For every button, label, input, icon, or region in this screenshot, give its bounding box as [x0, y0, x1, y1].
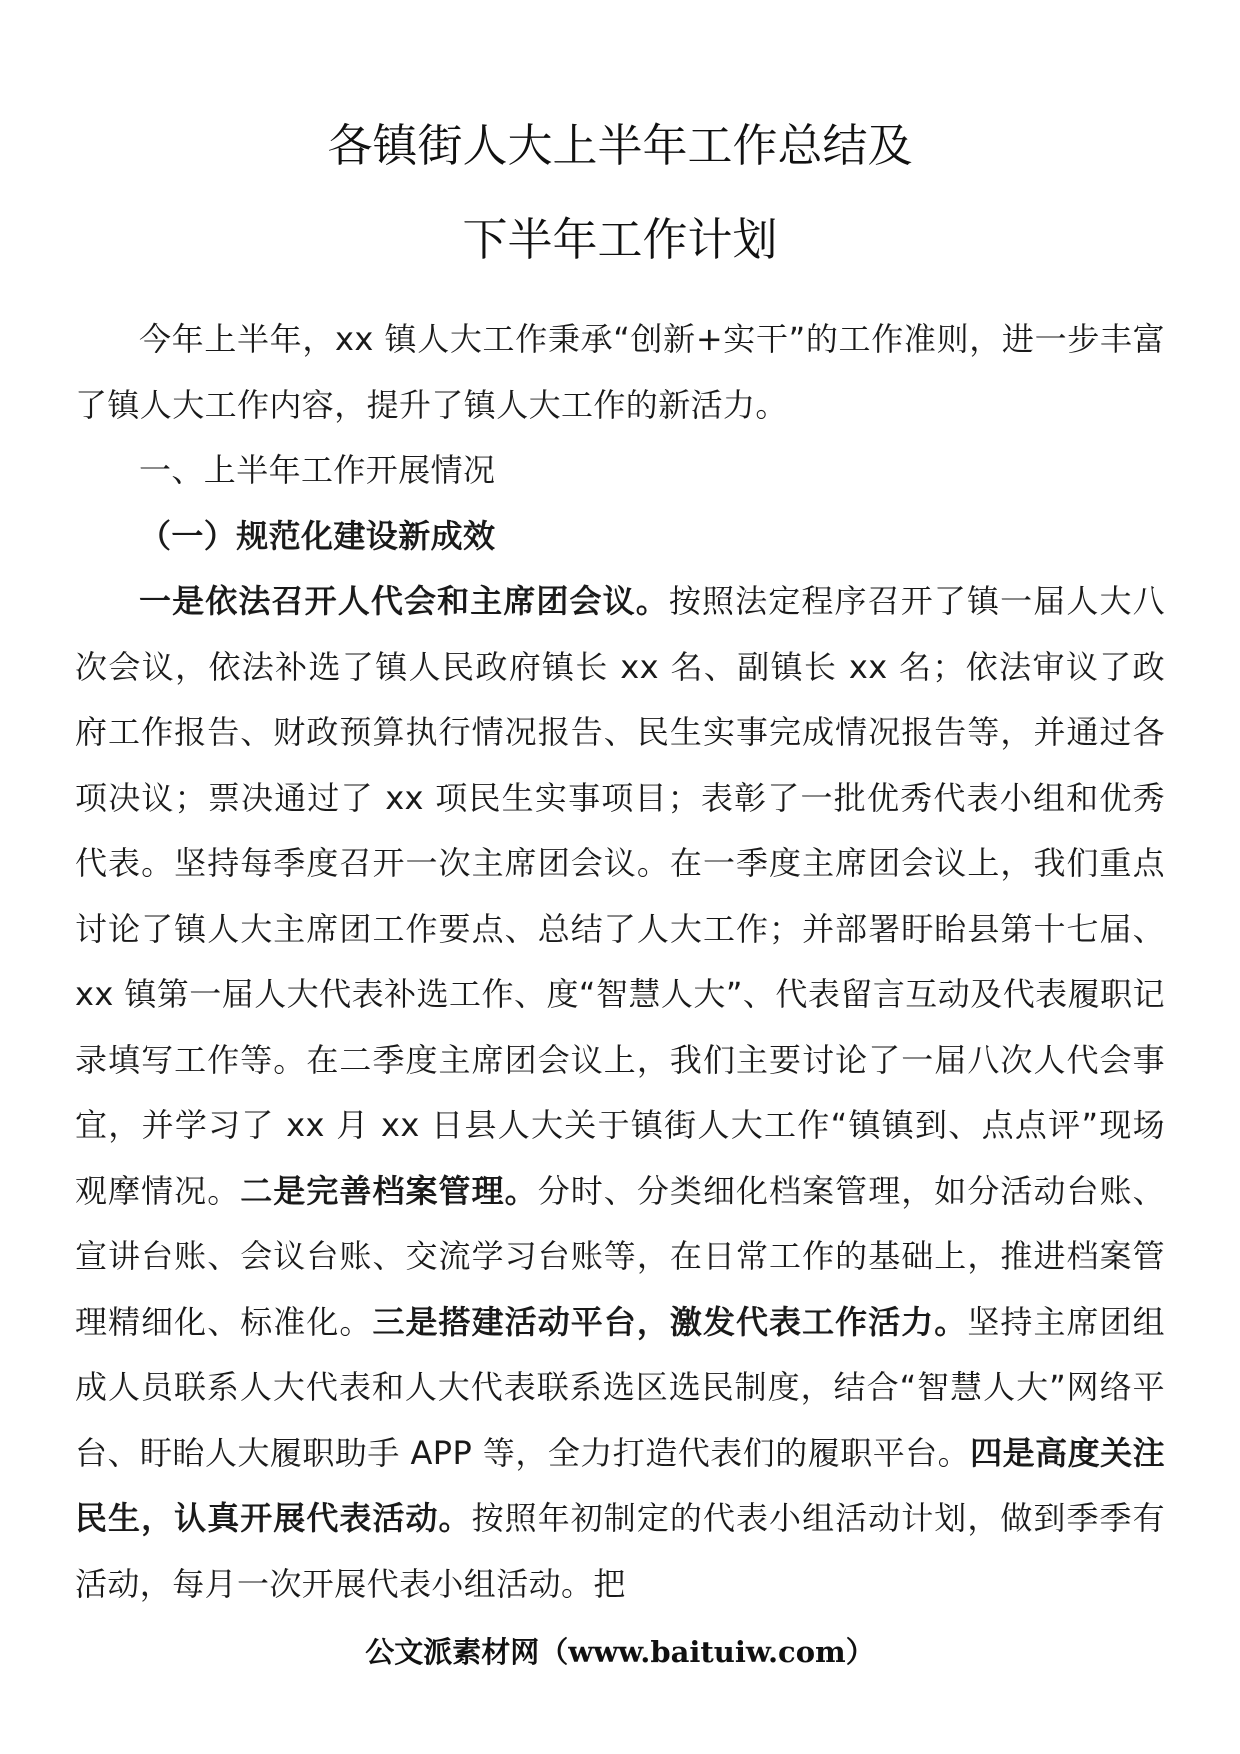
point-text-1: 按照法定程序召开了镇一届人大八次会议，依法补选了镇人民政府镇长 xx 名、副镇长 xx 名；依法审议了政府工作报告、财政预算执行情况报告、民生实事完成情况报告等，并通过各项决议；票决通过了 xx 项民生实事项目；表彰了一批优秀代表小组和优秀代表。坚持每季度召开一次主席团会议。在一季度主席团会议上，我们重点讨论了镇人大主席团工作要点、总结了人大工作；并部署盱眙县第十七届、xx 镇第一届人大代表补选工作、度“智慧人大”、代表留言互动及代表履职记录填写工作等。在二季度主席团会议上，我们主要讨论了一届八次人代会事宜，并学习了 xx 月 xx 日县人大关于镇街人大工作“镇镇到、点点评”现场观摩情况。 [75, 582, 1165, 1210]
point-lead-2: 二是完善档案管理。 [240, 1171, 538, 1210]
document-title-line-1: 各镇街人大上半年工作总结及 [327, 119, 913, 172]
source-watermark: 公文派素材网（www.baituiw.com） [365, 1635, 875, 1669]
point-text-3: 坚持主席团组成人员联系人大代表和人大代表联系选区选民制度，结合“智慧人大”网络平台、盱眙人大履职助手 APP 等，全力打造代表们的履职平台。 [75, 1302, 1165, 1472]
intro-paragraph: 今年上半年，xx 镇人大工作秉承“创新+实干”的工作准则，进一步丰富了镇人大工作内容，提升了镇人大工作的新活力。 [75, 320, 1165, 424]
section-heading: 一、上半年工作开展情况 [139, 451, 496, 489]
point-lead-3: 三是搭建活动平台，激发代表工作活力。 [372, 1302, 968, 1341]
subsection-heading: （一）规范化建设新成效 [139, 516, 496, 555]
document-body [75, 307, 1165, 1617]
point-text-4: 按照年初制定的代表小组活动计划，做到季季有活动，每月一次开展代表小组活动。把 [75, 1499, 1165, 1603]
point-lead-1: 一是依法召开人代会和主席团会议。 [139, 582, 669, 620]
body-paragraph [75, 569, 1165, 1617]
document-title-line-2: 下半年工作计划 [462, 213, 778, 266]
point-text-2: 分时、分类细化档案管理，如分活动台账、宣讲台账、会议台账、交流学习台账等，在日常工作的基础上，推进档案管理精细化、标准化。 [75, 1171, 1165, 1341]
point-lead-4: 四是高度关注民生，认真开展代表活动。 [75, 1433, 1165, 1537]
